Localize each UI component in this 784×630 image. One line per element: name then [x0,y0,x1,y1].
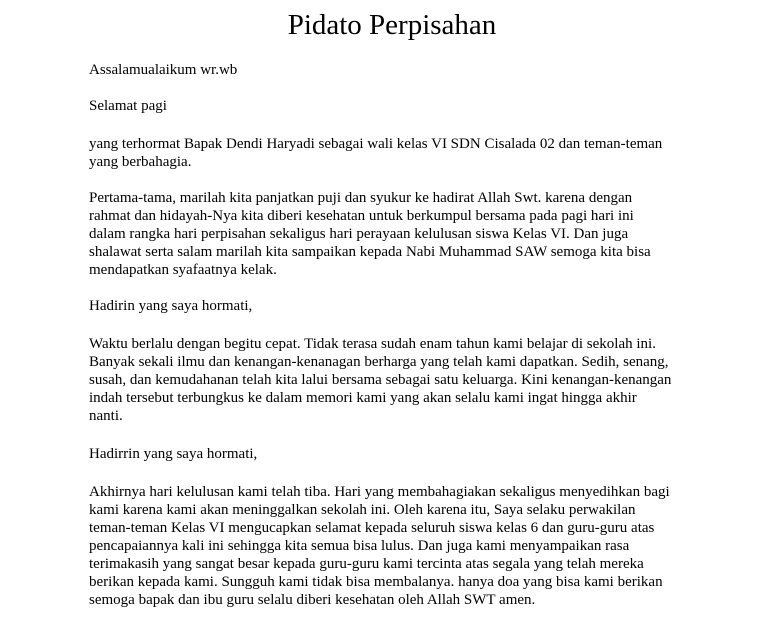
text-line: terimakasih yang sangat besar kepada guru-guru kami tercinta atas segala yang telah mereka [89,556,644,572]
text-line: Hadirrin yang saya hormati, [89,446,258,462]
text-line: Hadirin yang saya hormati, [89,298,253,314]
text-line: nanti. [89,408,123,424]
opening-paragraph [89,189,709,279]
text-line: dalam rangka hari perpisahan sekaligus hari perayaan kelulusan siswa Kelas VI. Dan juga [89,226,629,242]
text-line: Assalamualaikum wr.wb [89,62,238,78]
text-line: semoga bapak dan ibu guru selalu diberi kesehatan oleh Allah SWT amen. [89,592,536,608]
document-title: Pidato Perpisahan [287,9,497,41]
audience-address-paragraph-2 [89,445,709,463]
morning-greeting-paragraph [89,97,709,115]
text-line: Waktu berlalu dengan begitu cepat. Tidak terasa sudah enam tahun kami belajar di sekolah ini. [89,336,656,352]
text-line: shalawat serta salam marilah kita sampaikan kepada Nabi Muhammad SAW semoga kita bisa [89,244,651,260]
text-line: Selamat pagi [89,98,167,114]
closing-paragraph [89,483,709,609]
text-line: Pertama-tama, marilah kita panjatkan puji dan syukur ke hadirat Allah Swt. karena dengan [89,190,633,206]
text-line: rahmat dan hidayah-Nya kita diberi kesehatan untuk berkumpul bersama pada pagi hari ini [89,208,634,224]
document-body [89,61,709,609]
text-line: pencapaiannya kali ini sehingga kita semua bisa lulus. Dan juga kami menyampaikan rasa [89,538,630,554]
audience-address-paragraph [89,297,709,315]
memories-paragraph [89,335,709,425]
greeting-paragraph [89,61,709,79]
text-line: yang berbahagia. [89,154,192,170]
text-line: teman-teman Kelas VI mengucapkan selamat kepada seluruh siswa kelas 6 dan guru-guru atas [89,520,655,536]
text-line: berikan kepada kami. Sungguh kami tidak bisa membalanya. hanya doa yang bisa kami berikan [89,574,663,590]
text-line: Akhirnya hari kelulusan kami telah tiba. Hari yang membahagiakan sekaligus menyedihkan bagi [89,484,670,500]
text-line: indah tersebut terbungkus ke dalam memori kami yang akan selalu kami ingat hingga akhir [89,390,637,406]
address-paragraph [89,135,709,171]
text-line: kami karena kami akan meninggalkan sekolah ini. Oleh karena itu, Saya selaku perwakilan [89,502,636,518]
text-line: mendapatkan syafaatnya kelak. [89,262,277,278]
text-line: yang terhormat Bapak Dendi Haryadi sebagai wali kelas VI SDN Cisalada 02 dan teman-teman [89,136,663,152]
text-line: Banyak sekali ilmu dan kenangan-kenanagan berharga yang telah kami dapatkan. Sedih, senang, [89,354,669,370]
text-line: susah, dan kemudahanan telah kita lalui bersama sebagai satu keluarga. Kini kenangan-kenangan [89,372,672,388]
